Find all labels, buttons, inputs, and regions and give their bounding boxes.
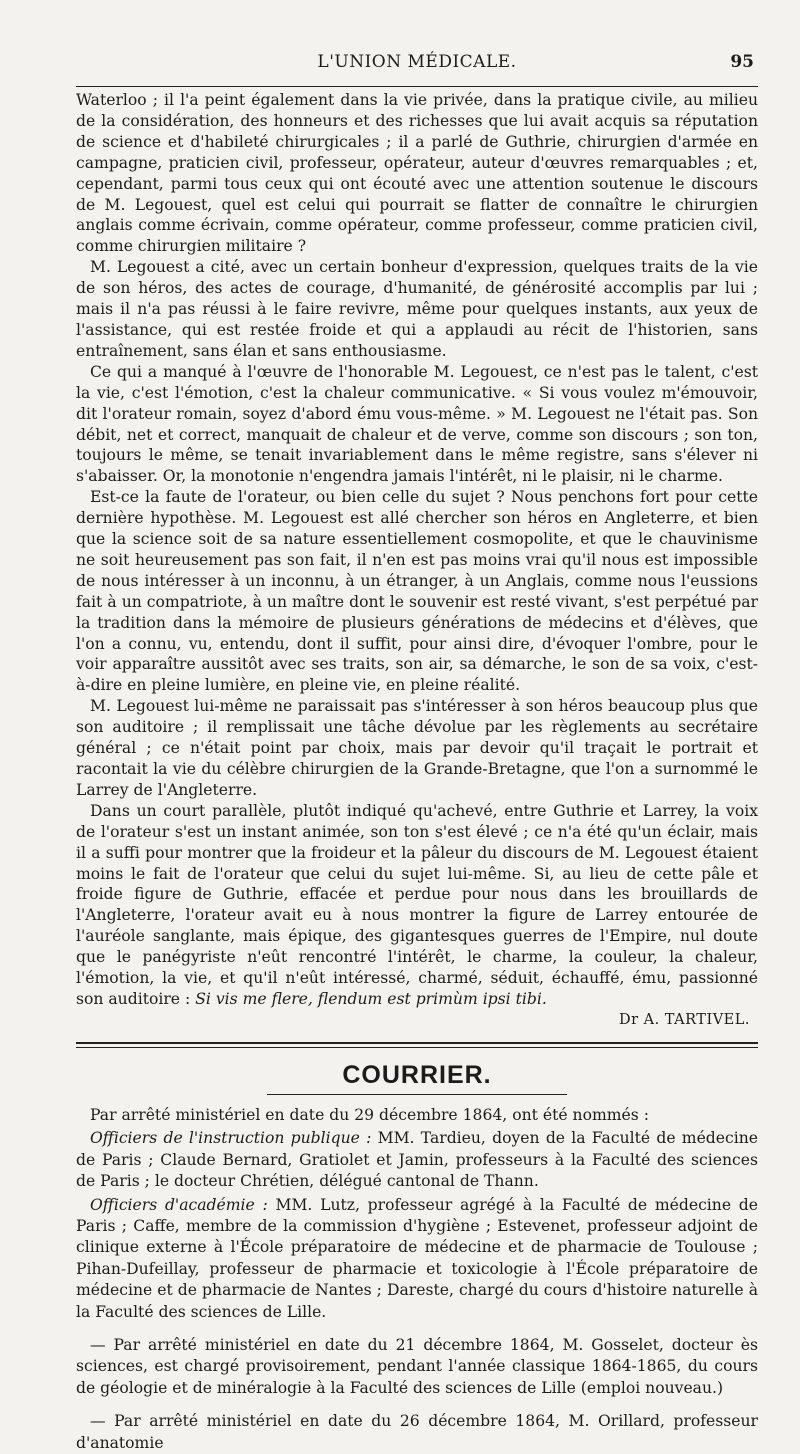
last-paragraph-text: Dans un court parallèle, plutôt indiqué qu'achevé, entre Guthrie et Larrey, la voix de l'orateur s'est un instant animée, son ton s'est élevé ; ce n'a été qu'un éclair, mais il a suffi pour montrer que la froideur et la pâleur du discours de M. Legouest étaient moins le fait de l'orateur que celui du sujet lui-même. Si, au lieu de cette pâle et froide figure de Guthrie, effacée et perdue pour nous dans les brouillards de l'Angleterre, l'orateur avait eu à nous montrer la figure de Larrey entourée de l'auréole sanglante, mais épique, des gigantesques guerres de l'Empire, nul doute que le panégyriste n'eût rencontré l'intérêt, le charme, la couleur, la chaleur, l'émotion, la vie, et qu'il n'eût intéressé, charmé, séduit, échauffé, ému, passionné son auditoire : <box>76 801 758 1008</box>
author-signature: Dr A. TARTIVEL. <box>618 1011 750 1028</box>
officiers-academie-label: Officiers d'académie : <box>90 1195 268 1214</box>
article-paragraph: M. Legouest lui-même ne paraissait pas s'intéresser à son héros beaucoup plus que son auditoire ; il remplissait une tâche dévolue par les règlements au secrétaire général ; ce n'était point par choix, mais par devoir qu'il traçait le portrait et racontait la vie du célèbre chirurgien de la Grande-Bretagne, que l'on a surnommé le Larrey de l'Angleterre. <box>76 697 758 799</box>
article-paragraph: Ce qui a manqué à l'œuvre de l'honorable M. Legouest, ce n'est pas le talent, c'est la vie, c'est l'émotion, c'est la chaleur communicative. « Si vous voulez m'émouvoir, dit l'orateur romain, soyez d'abord ému vous-même. » M. Legouest ne l'était pas. Son débit, net et correct, manquait de chaleur et de verve, comme son discours ; son ton, toujours le même, se tenait invariablement dans le même registre, sans s'élever ni s'abaisser. Or, la monotonie n'engendra jamais l'intérêt, ni le plaisir, ni le charme. <box>76 362 758 486</box>
article-body <box>76 90 758 1010</box>
gosselet-notice: — Par arrêté ministériel en date du 21 décembre 1864, M. Gosselet, docteur ès sciences, est chargé provisoirement, pendant l'année classique 1864-1865, du cours de géologie et de minéralogie à la Faculté des sciences de Lille (emploi nouveau.) <box>76 1335 758 1397</box>
courrier-intro: Par arrêté ministériel en date du 29 décembre 1864, ont été nommés : <box>90 1105 649 1124</box>
officiers-instruction <box>76 1128 758 1192</box>
journal-title: L'UNION MÉDICALE. <box>317 52 517 72</box>
article-paragraph: M. Legouest a cité, avec un certain bonheur d'expression, quelques traits de la vie de son héros, des actes de courage, d'humanité, de générosité accomplis par lui ; mais il n'a pas réussi à le faire revivre, même pour quelques instants, aux yeux de l'assistance, qui est restée froide et qui a applaudi au récit de l'historien, sans entraînement, sans élan et sans enthousiasme. <box>76 258 758 360</box>
section-divider <box>76 1042 758 1048</box>
running-header <box>76 46 758 87</box>
officiers-instruction-label: Officiers de l'instruction publique : <box>90 1129 372 1148</box>
courrier-body <box>76 1105 758 1454</box>
courrier-heading: COURRIER. <box>342 1060 492 1089</box>
article-paragraph: Est-ce la faute de l'orateur, ou bien celle du sujet ? Nous penchons fort pour cette dernière hypothèse. M. Legouest est allé chercher son héros en Angleterre, et bien que la science soit de sa nature essentiellement cosmopolite, et que le chauvinisme ne soit heureusement pas son fait, il n'en est pas moins vrai qu'il nous est impossible de nous intéresser à un inconnu, à un étranger, à un Anglais, comme nous l'eussions fait à un compatriote, à un maître dont le souvenir est resté vivant, s'est perpétué par la tradition dans la mémoire de plusieurs générations de médecins et d'élèves, que l'on a connu, vu, entendu, dont il suffit, pour ainsi dire, d'évoquer l'ombre, pour le voir apparaître aussitôt avec ses traits, son air, sa démarche, le son de sa voix, c'est-à-dire en pleine lumière, en pleine vie, en pleine réalité. <box>76 488 758 695</box>
page-number: 95 <box>730 52 754 72</box>
officiers-instruction-text: MM. Tardieu, doyen de la Faculté de médecine de Paris ; Claude Bernard, Gratiolet et Jamin, professeurs à la Faculté des sciences de Paris ; le docteur Chrétien, délégué cantonal de Thann. <box>76 1129 759 1191</box>
officiers-academie <box>76 1195 758 1323</box>
officiers-academie-text: MM. Lutz, professeur agrégé à la Faculté de médecine de Paris ; Caffe, membre de la commission d'hygiène ; Estevenet, professeur adjoint de clinique externe à l'École préparatoire de médecine et de pharmacie de Toulouse ; Pihan-Dufeillay, professeur de pharmacie et toxicologie à l'École préparatoire de médecine et de pharmacie de Nantes ; Dareste, chargé du cours d'histoire naturelle à la Faculté des sciences de Lille. <box>76 1195 758 1321</box>
orillard-notice: — Par arrêté ministériel en date du 26 décembre 1864, M. Orillard, professeur d'anatomie <box>76 1412 758 1452</box>
article-paragraph-last <box>76 801 758 1010</box>
latin-quote: Si vis me flere, flendum est primùm ipsi tibi. <box>195 989 547 1008</box>
heading-underline <box>267 1094 567 1095</box>
article-paragraph: Waterloo ; il l'a peint également dans la vie privée, dans la pratique civile, au milieu de la considération, des honneurs et des richesses que lui avait acquis sa réputation de science et d'habileté chirurgicales ; il a parlé de Guthrie, chirurgien d'armée en campagne, praticien civil, professeur, opérateur, auteur d'œuvres remarquables ; et, cependant, parmi tous ceux qui ont écouté avec une attention soutenue le discours de M. Legouest, quel est celui qui pourrait se flatter de connaître le chirurgien anglais comme écrivain, comme opérateur, comme professeur, comme praticien civil, comme chirurgien militaire ? <box>76 91 758 256</box>
